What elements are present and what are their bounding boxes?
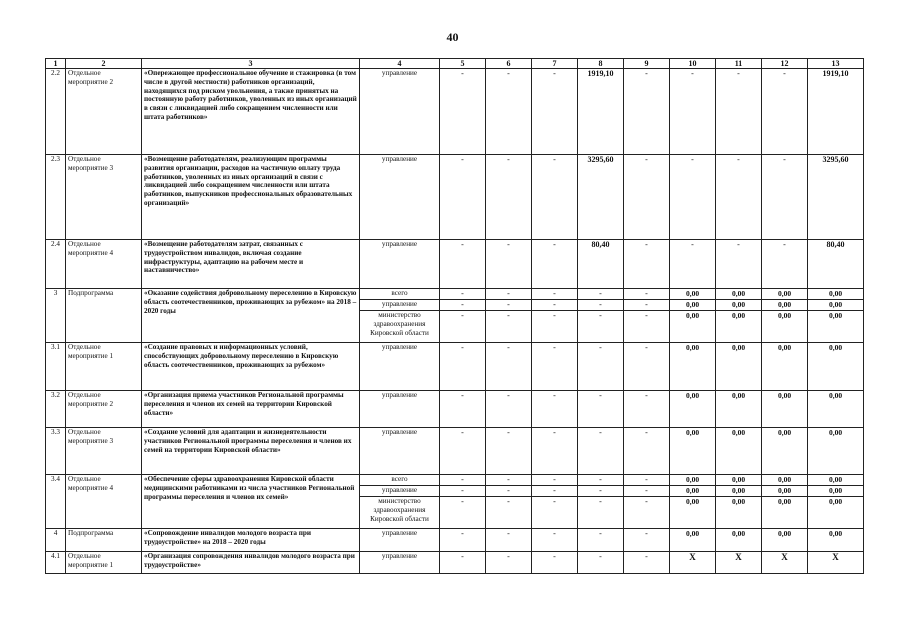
value-cell: - bbox=[440, 428, 486, 475]
value-cell: 0,00 bbox=[762, 475, 808, 486]
value-cell: - bbox=[532, 552, 578, 574]
row-number: 3.3 bbox=[46, 428, 66, 475]
value-cell: - bbox=[532, 240, 578, 289]
value-cell: - bbox=[486, 300, 532, 311]
responsible-executor: управление bbox=[360, 300, 440, 311]
value-cell: - bbox=[440, 497, 486, 529]
value-cell: - bbox=[624, 69, 670, 155]
value-cell: - bbox=[578, 497, 624, 529]
row-number: 3 bbox=[46, 289, 66, 343]
value-cell: - bbox=[532, 529, 578, 552]
value-cell: - bbox=[440, 155, 486, 240]
value-cell: - bbox=[440, 486, 486, 497]
value-cell: - bbox=[486, 552, 532, 574]
column-header: 5 bbox=[440, 59, 486, 69]
value-cell: - bbox=[440, 529, 486, 552]
column-header: 4 bbox=[360, 59, 440, 69]
responsible-executor: управление bbox=[360, 155, 440, 240]
value-cell: - bbox=[440, 69, 486, 155]
column-header: 1 bbox=[46, 59, 66, 69]
table-row bbox=[46, 343, 864, 391]
total-cell: X bbox=[808, 552, 864, 574]
value-cell: - bbox=[440, 343, 486, 391]
value-cell: - bbox=[624, 428, 670, 475]
value-cell: - bbox=[532, 311, 578, 343]
total-cell: 0,00 bbox=[808, 300, 864, 311]
value-cell: - bbox=[762, 69, 808, 155]
value-cell: X bbox=[670, 552, 716, 574]
value-cell: 0,00 bbox=[762, 391, 808, 428]
value-cell: X bbox=[716, 552, 762, 574]
row-number: 4.1 bbox=[46, 552, 66, 574]
row-description: «Возмещение работодателям затрат, связанных с трудоустройством инвалидов, включая создание инфраструктуры, адаптацию на рабочем месте и наставничество» bbox=[142, 240, 360, 289]
row-description: «Обеспечение сферы здравоохранения Кировской области медицинскими работниками из числа участников Региональной программы переселения и членов их семей» bbox=[142, 475, 360, 529]
value-cell: - bbox=[532, 289, 578, 300]
column-header: 6 bbox=[486, 59, 532, 69]
value-cell: - bbox=[578, 475, 624, 486]
column-header: 10 bbox=[670, 59, 716, 69]
value-cell: - bbox=[440, 240, 486, 289]
value-cell: 0,00 bbox=[762, 529, 808, 552]
row-type: Отдельное мероприятие 2 bbox=[66, 69, 142, 155]
total-cell: 0,00 bbox=[808, 311, 864, 343]
value-cell: - bbox=[578, 428, 624, 475]
row-type: Подпрограмма bbox=[66, 529, 142, 552]
row-description: «Сопровождение инвалидов молодого возраста при трудоустройстве» на 2018 – 2020 годы bbox=[142, 529, 360, 552]
value-cell: - bbox=[762, 240, 808, 289]
row-description: «Организация сопровождения инвалидов молодого возраста при трудоустройстве» bbox=[142, 552, 360, 574]
value-cell: 0,00 bbox=[670, 428, 716, 475]
column-header: 3 bbox=[142, 59, 360, 69]
value-cell: X bbox=[762, 552, 808, 574]
value-cell: - bbox=[716, 155, 762, 240]
row-type: Отдельное мероприятие 4 bbox=[66, 240, 142, 289]
budget-table bbox=[45, 58, 864, 574]
table-row bbox=[46, 428, 864, 475]
table-row bbox=[46, 155, 864, 240]
column-header: 12 bbox=[762, 59, 808, 69]
responsible-executor: управление bbox=[360, 428, 440, 475]
value-cell: 0,00 bbox=[762, 343, 808, 391]
value-cell: - bbox=[532, 475, 578, 486]
row-type: Отдельное мероприятие 1 bbox=[66, 343, 142, 391]
total-cell: 0,00 bbox=[808, 391, 864, 428]
row-description: «Опережающее профессиональное обучение и стажировка (в том числе в другой местности) работников организаций, находящихся под риском увольнения, а также принятых на постоянную работу работников, уволенных из иных организаций в связи с ликвидацией либо сокращением численности или штата работников» bbox=[142, 69, 360, 155]
value-cell: 0,00 bbox=[762, 311, 808, 343]
value-cell: 0,00 bbox=[716, 428, 762, 475]
row-number: 3.4 bbox=[46, 475, 66, 529]
value-cell: - bbox=[486, 475, 532, 486]
row-number: 3.2 bbox=[46, 391, 66, 428]
total-cell: 80,40 bbox=[808, 240, 864, 289]
value-cell: - bbox=[578, 486, 624, 497]
row-number: 4 bbox=[46, 529, 66, 552]
value-cell: - bbox=[532, 391, 578, 428]
total-cell: 0,00 bbox=[808, 289, 864, 300]
value-cell: - bbox=[486, 486, 532, 497]
responsible-executor: управление bbox=[360, 343, 440, 391]
value-cell: - bbox=[486, 428, 532, 475]
value-cell: - bbox=[624, 529, 670, 552]
row-type: Отдельное мероприятие 3 bbox=[66, 428, 142, 475]
value-cell: - bbox=[532, 343, 578, 391]
value-cell: 0,00 bbox=[762, 486, 808, 497]
total-cell: 0,00 bbox=[808, 497, 864, 529]
value-cell: - bbox=[532, 486, 578, 497]
value-cell: - bbox=[486, 529, 532, 552]
value-cell: 0,00 bbox=[716, 300, 762, 311]
value-cell: 0,00 bbox=[762, 300, 808, 311]
responsible-executor: управление bbox=[360, 69, 440, 155]
row-description: «Организация приема участников Региональной программы переселения и членов их семей на территории Кировской области» bbox=[142, 391, 360, 428]
total-cell: 0,00 bbox=[808, 428, 864, 475]
value-cell: - bbox=[716, 240, 762, 289]
value-cell: - bbox=[486, 155, 532, 240]
value-cell: - bbox=[578, 529, 624, 552]
value-cell: - bbox=[440, 289, 486, 300]
value-cell: 3295,60 bbox=[578, 155, 624, 240]
table-row bbox=[46, 289, 864, 300]
column-header: 9 bbox=[624, 59, 670, 69]
value-cell: - bbox=[440, 300, 486, 311]
value-cell: - bbox=[624, 475, 670, 486]
value-cell: - bbox=[624, 343, 670, 391]
value-cell: - bbox=[532, 69, 578, 155]
value-cell: - bbox=[578, 343, 624, 391]
value-cell: 0,00 bbox=[670, 529, 716, 552]
value-cell: - bbox=[486, 69, 532, 155]
value-cell: - bbox=[578, 552, 624, 574]
value-cell: 0,00 bbox=[716, 391, 762, 428]
value-cell: 0,00 bbox=[670, 289, 716, 300]
table-row bbox=[46, 475, 864, 486]
value-cell: - bbox=[486, 343, 532, 391]
row-type: Отдельное мероприятие 2 bbox=[66, 391, 142, 428]
total-cell: 3295,60 bbox=[808, 155, 864, 240]
value-cell: 0,00 bbox=[670, 391, 716, 428]
responsible-executor: управление bbox=[360, 552, 440, 574]
responsible-executor: всего bbox=[360, 475, 440, 486]
value-cell: - bbox=[440, 311, 486, 343]
value-cell: 0,00 bbox=[762, 289, 808, 300]
page-number: 40 bbox=[446, 30, 459, 44]
column-header: 13 bbox=[808, 59, 864, 69]
value-cell: - bbox=[440, 552, 486, 574]
value-cell: - bbox=[532, 428, 578, 475]
row-type: Подпрограмма bbox=[66, 289, 142, 343]
row-type: Отдельное мероприятие 1 bbox=[66, 552, 142, 574]
row-description: «Оказание содействия добровольному переселению в Кировскую область соотечественников, проживающих за рубежом» на 2018 – 2020 годы bbox=[142, 289, 360, 343]
value-cell: - bbox=[624, 240, 670, 289]
table-row bbox=[46, 529, 864, 552]
table-row bbox=[46, 240, 864, 289]
value-cell: - bbox=[762, 155, 808, 240]
value-cell: - bbox=[716, 69, 762, 155]
value-cell: 80,40 bbox=[578, 240, 624, 289]
table-row bbox=[46, 391, 864, 428]
value-cell: 0,00 bbox=[716, 311, 762, 343]
value-cell: - bbox=[624, 391, 670, 428]
row-number: 2.4 bbox=[46, 240, 66, 289]
value-cell: - bbox=[578, 300, 624, 311]
table-row bbox=[46, 552, 864, 574]
value-cell: - bbox=[578, 289, 624, 300]
value-cell: 0,00 bbox=[670, 311, 716, 343]
value-cell: 0,00 bbox=[716, 529, 762, 552]
column-header: 8 bbox=[578, 59, 624, 69]
value-cell: - bbox=[486, 497, 532, 529]
responsible-executor: управление bbox=[360, 529, 440, 552]
responsible-executor: управление bbox=[360, 391, 440, 428]
value-cell: - bbox=[578, 311, 624, 343]
value-cell: - bbox=[578, 391, 624, 428]
value-cell: 0,00 bbox=[762, 497, 808, 529]
value-cell: 0,00 bbox=[670, 343, 716, 391]
value-cell: - bbox=[486, 240, 532, 289]
value-cell: 0,00 bbox=[716, 475, 762, 486]
value-cell: - bbox=[624, 552, 670, 574]
value-cell: - bbox=[624, 311, 670, 343]
row-type: Отдельное мероприятие 3 bbox=[66, 155, 142, 240]
responsible-executor: министерство здравоохранения Кировской области bbox=[360, 311, 440, 343]
value-cell: - bbox=[624, 289, 670, 300]
value-cell: 0,00 bbox=[716, 289, 762, 300]
row-description: «Создание условий для адаптации и жизнедеятельности участников Региональной программы переселения и членов их семей на территории Кировской области» bbox=[142, 428, 360, 475]
value-cell: 0,00 bbox=[716, 486, 762, 497]
row-number: 2.3 bbox=[46, 155, 66, 240]
row-number: 3.1 bbox=[46, 343, 66, 391]
column-header: 7 bbox=[532, 59, 578, 69]
value-cell: - bbox=[486, 391, 532, 428]
total-cell: 0,00 bbox=[808, 475, 864, 486]
total-cell: 0,00 bbox=[808, 343, 864, 391]
value-cell: - bbox=[532, 300, 578, 311]
column-header: 2 bbox=[66, 59, 142, 69]
row-number: 2.2 bbox=[46, 69, 66, 155]
total-cell: 0,00 bbox=[808, 486, 864, 497]
header-row bbox=[46, 59, 864, 69]
total-cell: 1919,10 bbox=[808, 69, 864, 155]
value-cell: 0,00 bbox=[670, 300, 716, 311]
total-cell: 0,00 bbox=[808, 529, 864, 552]
value-cell: 1919,10 bbox=[578, 69, 624, 155]
value-cell: - bbox=[670, 69, 716, 155]
table-row bbox=[46, 69, 864, 155]
row-type: Отдельное мероприятие 4 bbox=[66, 475, 142, 529]
value-cell: - bbox=[486, 311, 532, 343]
value-cell: 0,00 bbox=[670, 475, 716, 486]
responsible-executor: управление bbox=[360, 486, 440, 497]
value-cell: - bbox=[532, 155, 578, 240]
value-cell: 0,00 bbox=[716, 343, 762, 391]
value-cell: 0,00 bbox=[670, 486, 716, 497]
value-cell: 0,00 bbox=[716, 497, 762, 529]
value-cell: - bbox=[532, 497, 578, 529]
value-cell: - bbox=[670, 240, 716, 289]
column-header: 11 bbox=[716, 59, 762, 69]
row-description: «Создание правовых и информационных условий, способствующих добровольному переселению в Кировскую область соотечественников, проживающих за рубежом» bbox=[142, 343, 360, 391]
value-cell: - bbox=[624, 486, 670, 497]
value-cell: - bbox=[670, 155, 716, 240]
value-cell: - bbox=[624, 155, 670, 240]
value-cell: - bbox=[486, 289, 532, 300]
responsible-executor: управление bbox=[360, 240, 440, 289]
value-cell: - bbox=[440, 475, 486, 486]
value-cell: - bbox=[624, 300, 670, 311]
value-cell: 0,00 bbox=[762, 428, 808, 475]
row-description: «Возмещение работодателям, реализующим программы развития организации, расходов на частичную оплату труда работников, уволенных из иных организаций в связи с ликвидацией либо сокращением численности или штата работников, выпускников профессиональных образовательных организаций» bbox=[142, 155, 360, 240]
value-cell: - bbox=[624, 497, 670, 529]
value-cell: 0,00 bbox=[670, 497, 716, 529]
responsible-executor: всего bbox=[360, 289, 440, 300]
responsible-executor: министерство здравоохранения Кировской области bbox=[360, 497, 440, 529]
value-cell: - bbox=[440, 391, 486, 428]
